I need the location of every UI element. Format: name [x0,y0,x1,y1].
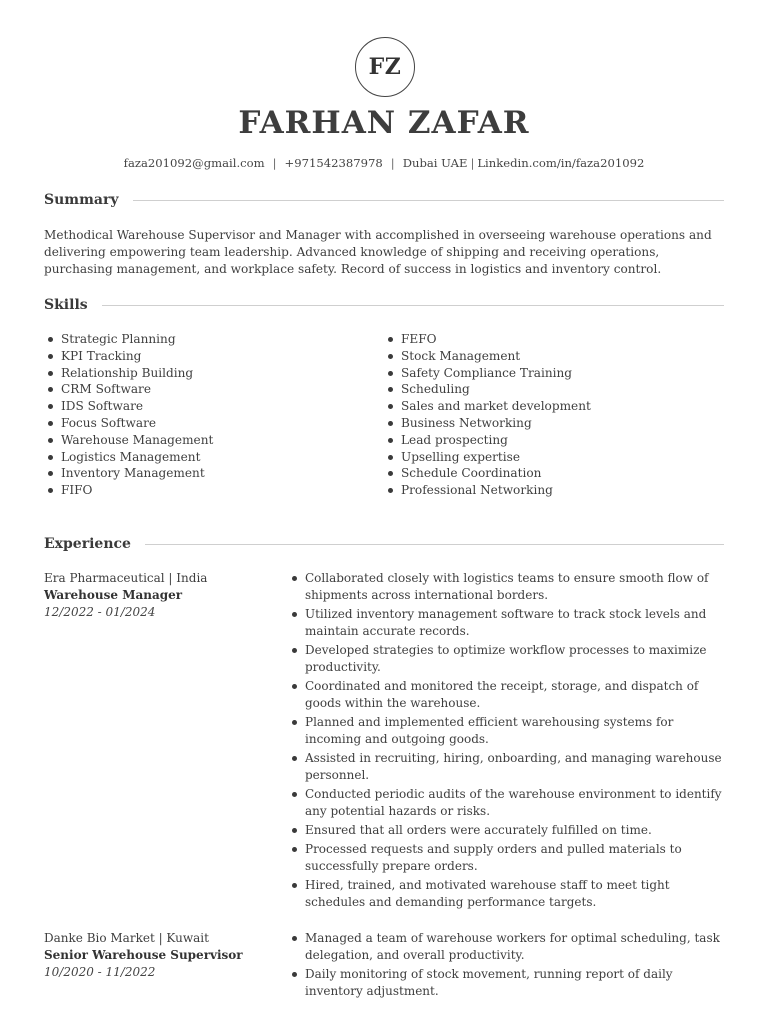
job-dates: 12/2022 - 01/2024 [44,605,156,619]
job-dates: 10/2020 - 11/2022 [44,965,156,979]
job-bullet: Developed strategies to optimize workflow processes to maximize productivity. [289,642,729,676]
skill-item: Strategic Planning [44,331,213,348]
skill-item: Schedule Coordination [384,465,591,482]
skill-item: FEFO [384,331,591,348]
skill-item: Inventory Management [44,465,213,482]
job-company: Era Pharmaceutical | India [44,571,208,585]
contact-line [0,156,768,170]
monogram-badge: FZ [355,37,415,97]
job-bullet: Planned and implemented efficient warehousing systems for incoming and outgoing goods. [289,714,729,748]
skill-item: Warehouse Management [44,432,213,449]
skill-item: KPI Tracking [44,348,213,365]
job-bullet: Daily monitoring of stock movement, running report of daily inventory adjustment. [289,966,729,1000]
skill-item: Lead prospecting [384,432,591,449]
job-bullets [289,570,729,913]
skill-item: Focus Software [44,415,213,432]
experience-heading [44,536,724,552]
skill-item: Sales and market development [384,398,591,415]
summary-title: Summary [44,192,119,208]
skills-title: Skills [44,297,88,313]
job-bullet: Conducted periodic audits of the warehouse environment to identify any potential hazards or risks. [289,786,729,820]
candidate-name: FARHAN ZAFAR [238,105,530,141]
skill-item: Stock Management [384,348,591,365]
skill-item: Relationship Building [44,365,213,382]
separator: | [470,156,475,170]
job-bullet: Assisted in recruiting, hiring, onboarding, and managing warehouse personnel. [289,750,729,784]
skill-item: Business Networking [384,415,591,432]
job-bullet: Processed requests and supply orders and pulled materials to successfully prepare orders. [289,841,729,875]
section-divider [102,305,724,306]
experience-title: Experience [44,536,131,552]
job-summary [44,930,243,981]
skill-item: Safety Compliance Training [384,365,591,382]
job-bullet: Ensured that all orders were accurately fulfilled on time. [289,822,729,839]
skills-heading [44,297,724,313]
skill-item: CRM Software [44,381,213,398]
skill-item: Professional Networking [384,482,591,499]
separator: | [272,156,277,170]
email-link[interactable]: faza201092@gmail.com [123,156,265,170]
job-bullet: Collaborated closely with logistics teams to ensure smooth flow of shipments across international borders. [289,570,729,604]
job-company: Danke Bio Market | Kuwait [44,931,209,945]
section-divider [133,200,725,201]
skill-item: Logistics Management [44,449,213,466]
job-title: Senior Warehouse Supervisor [44,948,243,962]
job-summary [44,570,207,621]
job-bullet: Managed a team of warehouse workers for optimal scheduling, task delegation, and overall productivity. [289,930,729,964]
job-bullet: Utilized inventory management software to track stock levels and maintain accurate records. [289,606,729,640]
skill-item: FIFO [44,482,213,499]
summary-heading [44,192,724,208]
separator: | [390,156,395,170]
skill-item: Scheduling [384,381,591,398]
job-bullet: Coordinated and monitored the receipt, storage, and dispatch of goods within the warehouse. [289,678,729,712]
job-title: Warehouse Manager [44,588,183,602]
job-bullet: Hired, trained, and motivated warehouse staff to meet tight schedules and demanding performance targets. [289,877,729,911]
summary-text: Methodical Warehouse Supervisor and Manager with accomplished in overseeing warehouse operations and delivering empowering team leadership. Advanced knowledge of shipping and receiving operations, purchasing management, and workplace safety. Record of success in logistics and inventory control. [44,228,712,276]
skill-item: Upselling expertise [384,449,591,466]
location: Dubai UAE [402,156,468,170]
section-divider [145,544,724,545]
skills-list-right [384,331,591,499]
linkedin-link[interactable]: Linkedin.com/in/faza201092 [477,156,645,170]
skills-list-left [44,331,213,499]
phone-number: +971542387978 [284,156,383,170]
skill-item: IDS Software [44,398,213,415]
job-bullets [289,930,729,1002]
